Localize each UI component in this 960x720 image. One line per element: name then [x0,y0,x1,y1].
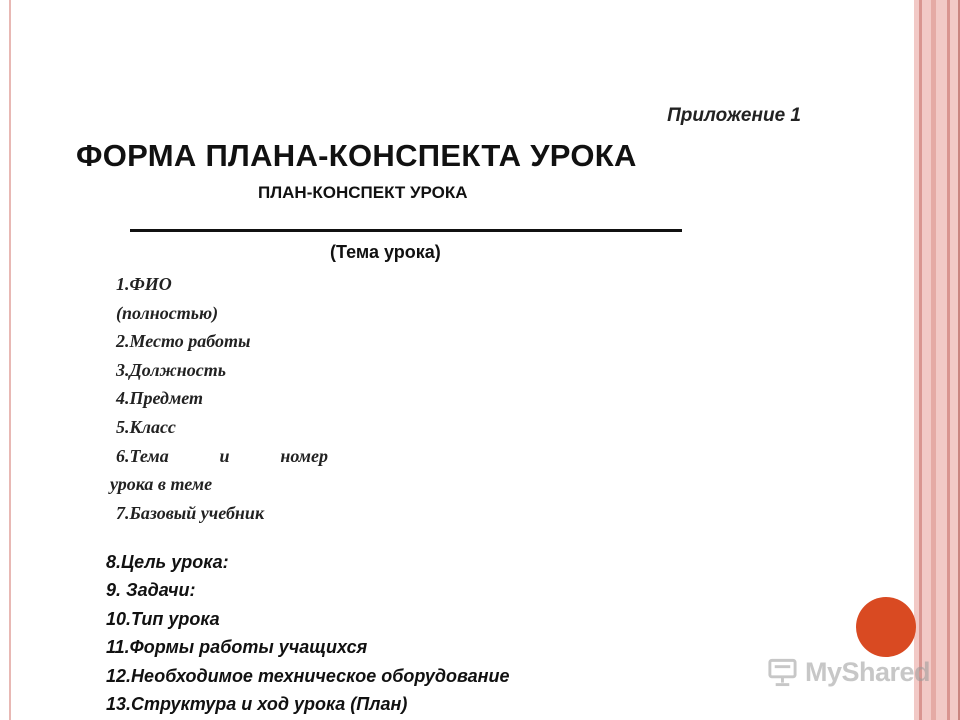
left-border-line [9,0,11,720]
list-item: 4.Предмет [116,388,204,409]
presentation-icon [766,657,799,687]
topic-underline [130,229,682,232]
right-stripe [919,0,922,720]
topic-caption: (Тема урока) [330,242,441,262]
list-item: 11.Формы работы учащихся [106,637,368,658]
list-item: 9. Задачи: [106,580,196,601]
decorative-circle [856,597,916,657]
list-item: урока в теме [110,474,213,495]
list-item [116,442,328,471]
list-word: и [219,445,230,466]
list-item: 2.Место работы [116,331,251,352]
right-stripe [931,0,936,720]
right-stripe [947,0,950,720]
list-item: 5.Класс [116,416,176,437]
watermark [766,652,930,692]
lesson-plan-list [106,548,510,718]
page-title: ФОРМА ПЛАНА-КОНСПЕКТА УРОКА [76,138,637,173]
list-item: 7.Базовый учебник [116,502,265,523]
list-item: 1.ФИО [116,274,172,294]
list-item: 10.Тип урока [106,608,220,629]
list-item: 8.Цель урока: [106,552,229,572]
list-item: 3.Должность [116,359,226,380]
subtitle: ПЛАН-КОНСПЕКТ УРОКА [258,183,468,202]
watermark-text: MyShared [804,656,930,687]
list-item: 13.Структура и ход урока (План) [106,694,408,715]
list-word: 6.Тема [116,445,169,466]
list-item: (полностью) [116,302,219,323]
teacher-info-list [110,270,346,527]
appendix-label: Приложение 1 [667,105,801,126]
list-word: номер [280,445,328,466]
list-item: 12.Необходимое техническое оборудование [106,665,510,686]
